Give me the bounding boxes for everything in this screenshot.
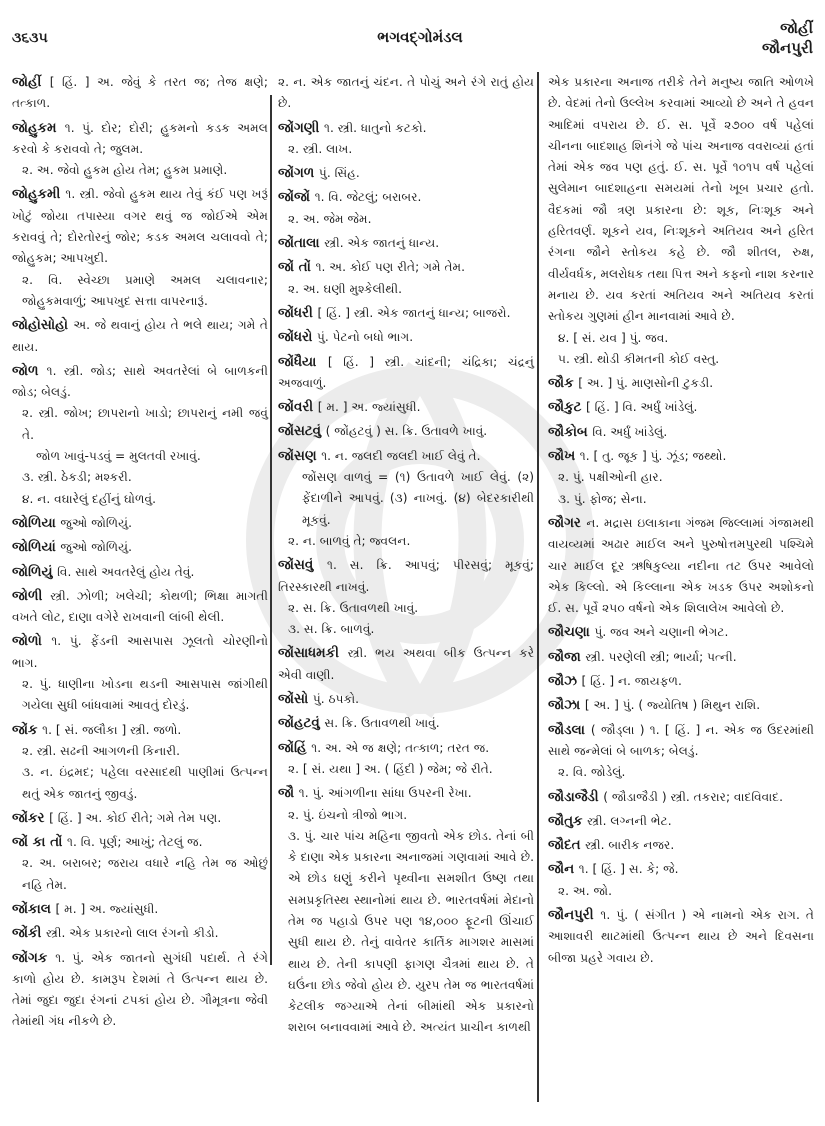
definition-text: ન. મદ્રાસ ઇલાકાના ગંજમ જિલ્લામાં ગંજામથી વાયવ્યમાં અઢાર માઈલ અને પુરુષોત્તમપુરથી પશ્ચિમે ચાર માઈલ દૂર ઋષિકુલ્યા નદીના તટ ઉપર આવેલો એક કિલ્લો. એ કિલ્લાના એક ખડક ઉપર અશોકનો ઈ. સ. પૂર્વે ૨૫૦ વર્ષનો એક શિલાલેખ આવેલો છે. — [548, 515, 815, 616]
headword: જોંતાલા — [278, 236, 325, 252]
dictionary-entry — [12, 808, 268, 829]
definition-text: ૨. સ. ક્રિ. ઉતાવળથી ખાવું. — [288, 600, 419, 615]
column-1 — [12, 72, 268, 1036]
sense-line — [278, 759, 534, 780]
headword: જોં કા તોં — [12, 835, 67, 851]
headword: જૌચણા — [548, 625, 595, 641]
definition-text: ૨. અ. બરાબર; જરાય વધારે નહિ તેમ જ ઓછું નહિ તેમ. — [22, 856, 268, 892]
definition-text: [ અ. ] પું. માણસોની ટુકડી. — [578, 376, 714, 391]
definition-line — [12, 562, 268, 583]
sense-line — [548, 881, 814, 902]
dictionary-entry — [12, 899, 268, 920]
headword: જોંકાલ — [12, 901, 56, 917]
headword: જૌકોબ — [548, 424, 593, 440]
dictionary-entry — [548, 373, 814, 394]
sense-line — [278, 805, 534, 826]
definition-text: સ્ત્રી. બારીક નજર. — [585, 838, 675, 853]
definition-line — [278, 257, 534, 278]
definition-text: ૧. સ્ત્રી. ધાતુનો કટકો. — [323, 120, 427, 135]
dictionary-entry — [12, 72, 268, 115]
headword: જોંસાધમકી — [278, 646, 348, 662]
dictionary-entry — [278, 352, 534, 395]
dictionary-entry — [548, 671, 814, 692]
definition-text: [ અ. ] પું. ( જ્યોતિષ ) મિથુન રાશિ. — [584, 698, 761, 713]
definition-text: ૨. ન. બાળવું તે; જ્વલન. — [288, 533, 411, 548]
definition-text: સ્ત્રી. એક પ્રકારનો લાલ રંગનો કીડો. — [45, 926, 219, 941]
definition-line — [548, 859, 814, 880]
headword: જોહોસોહો — [12, 318, 74, 334]
headword: જોળિયા — [12, 515, 61, 531]
definition-text: સ. ક્રિ. ઉતાવળથી ખાવું. — [324, 716, 440, 731]
dictionary-entry — [548, 859, 814, 902]
definition-text: સ્ત્રી. પરણેલી સ્ત્રી; ભાર્યા; પત્ની. — [585, 649, 737, 664]
sense-line — [278, 531, 534, 552]
definition-line — [278, 446, 534, 467]
headword: જોળી — [12, 588, 51, 604]
definition-text: ૨. ન. એક જાતનું ચંદન. તે પોચું અને રંગે રાતું હોય છે. — [278, 75, 534, 111]
definition-line — [12, 361, 268, 404]
headword: જોંગળ — [278, 166, 319, 182]
definition-line — [278, 421, 534, 442]
definition-text: ૨. સ્ત્રી. સઢની આગળની કિનારી. — [22, 743, 180, 758]
definition-line — [278, 713, 534, 734]
dictionary-entry — [278, 421, 534, 442]
dictionary-entry — [12, 315, 268, 358]
definition-text: ૨. અ. જેવો હુકમ હોય તેમ; હુકમ પ્રમાણે. — [22, 163, 228, 178]
definition-text: ૨. પું. ધાણીના ખોડના થડની આસપાસ જાંગીથી ગયેલા સુધી બાંધવામાં આવતું દોરડું. — [22, 677, 268, 713]
headword: જૌકુટ — [548, 400, 587, 416]
definition-line — [548, 422, 814, 443]
definition-text: વિ. અર્ધું ખાંડેલું. — [592, 424, 668, 439]
dictionary-entry — [12, 184, 268, 312]
definition-text: ૨. વિ. જોડેલું. — [558, 765, 626, 780]
headword: જોંધરો — [278, 330, 317, 346]
dictionary-entry — [548, 787, 814, 808]
sense-line — [548, 467, 814, 488]
definition-text: ૩. પું. ચાર પાંચ મહિના જીવતો એક છોડ. તેનાં બી કે દાણા એક પ્રકારના અનાજમાં ગણવામાં આવે છે. એ છોડ ઘણું કરીને પૃથ્વીના સમશીત ઉષ્ણ તથા સમપ્રકૃતિસ્થ સ્થાનોમાં થાય છે. ભારતવર્ષમાં મેદાનો તેમ જ પહાડો ઉપર પણ ૧૪,૦૦૦ ફૂટની ઊંચાઈ સુધી થાય છે. તેનું વાવેતર કાર્તિક માગશર માસમાં થાય છે. તેની કાપણી ફાગણ ચૈત્રમાં થાય છે. તે ઘઉંના છોડ જેવો હોય છે. યુરપ તેમ જ ભારતવર્ષમાં કેટલીક જગ્યાએ તેનાં બીમાંથી એક પ્રકારનો શરાબ બનાવવામાં આવે છે. અત્યંત પ્રાચીન કાળથી — [288, 828, 534, 1035]
definition-line — [278, 72, 534, 115]
headword: જૌતુક — [548, 813, 588, 829]
dictionary-columns — [0, 72, 825, 1102]
headword: જોં તોં — [278, 260, 316, 276]
definition-text: ૧. પું. એક જાતનો સુગંધી પદાર્થ. તે રંગે કાળો હોય છે. કામરૂપ દેશમાં તે ઉત્પન્ન થાય છે. તેમાં જુદા જુદા રંગનાં ટપકાં હોય છે. ગૌમૂત્રના જેવી તેમાંથી ગંધ નીકળે છે. — [12, 950, 268, 1029]
definition-text: અ. જે થવાનું હોય તે ભલે થાય; ગમે તે થાય. — [12, 318, 268, 354]
dictionary-entry — [278, 555, 534, 640]
definition-line — [548, 513, 814, 619]
headword: જૌ — [278, 786, 299, 802]
headword: જોંસટવું — [278, 424, 326, 440]
definition-text: [ હિં. ] વિ. અર્ધું ખાંડેલું. — [586, 400, 698, 415]
dictionary-entry — [278, 713, 534, 734]
headword: જોંજોં — [278, 190, 315, 206]
definition-line — [548, 72, 814, 328]
definition-text: જોળ ખાવું-પડવું = મુલતવી રખાવું. — [36, 449, 201, 464]
definition-text: પું. જવ અને ચણાની ભેગટ. — [594, 625, 729, 640]
headword: જૌગર — [548, 515, 587, 531]
sense-line — [12, 403, 268, 446]
definition-line — [278, 643, 534, 686]
definition-line — [278, 118, 534, 139]
definition-line — [548, 622, 814, 643]
column-3 — [548, 72, 814, 972]
dictionary-entry — [548, 72, 814, 370]
headword: જોંહિં — [278, 740, 312, 756]
sense-line — [548, 328, 814, 349]
definition-line — [12, 832, 268, 853]
dictionary-entry — [12, 832, 268, 896]
definition-text: ૧. [ સં. જલૌકા ] સ્ત્રી. જળો. — [42, 722, 182, 737]
sense-line — [12, 741, 268, 762]
definition-text: ૩. પું. ફોજ; સેના. — [558, 491, 647, 506]
sense-line — [278, 209, 534, 230]
definition-text: એક પ્રકારના અનાજ તરીકે તેને મનુષ્ય જાતિ ઓળખે છે. વેદમાં તેનો ઉલ્લેખ કરવામાં આવ્યો છે અને તે હવન આદિમાં વપરાય છે. ઈ. સ. પૂર્વે ૨૭૦૦ વર્ષ પહેલાં ચીનના બાદશાહ શિનંગે જે પાંચ અનાજ વવરાવ્યાં હતાં તેમાં એક જવ પણ હતું. ઈ. સ. પૂર્વે ૧૦૧૫ વર્ષ પહેલાં સુલેમાન બાદશાહના સમયમાં તેનો ખૂબ પ્રચાર હતો. વૈદકમાં જૌ ત્રણ પ્રકારના છે: શૂક, નિઃશૂક અને હરિતવર્ણ. શૂકને યવ, નિઃશૂકને અતિયવ અને હરિત રંગના જૌને સ્તોકય કહે છે. જૌ શીતલ, રુક્ષ, વીર્યવર્ધક, મલરોધક તથા પિત્ત અને કફનો નાશ કરનાર મનાય છે. યવ કરતાં અતિયવ અને અતિયવ કરતાં સ્તોકય ગુણમાં હીન માનવામાં આવે છે. — [548, 75, 814, 324]
headword: જોહુકમી — [12, 187, 66, 203]
definition-text: ૩. સ્ત્રી. ઠેકડી; મશ્કરી. — [22, 470, 132, 485]
headword: જોંસણ — [278, 448, 322, 464]
definition-line — [548, 446, 814, 467]
definition-line — [12, 948, 268, 1033]
headword: જૌન — [548, 862, 579, 878]
definition-text: ૪. [ સં. યવ ] પું. જવ. — [558, 330, 669, 345]
dictionary-entry — [548, 811, 814, 832]
dictionary-entry — [278, 643, 534, 686]
dictionary-entry — [278, 738, 534, 781]
dictionary-entry — [278, 783, 534, 1039]
definition-line — [12, 631, 268, 674]
definition-line — [278, 163, 534, 184]
definition-text: જોંસણ વાળવું = (૧) ઉતાવળે ખાઈ લેવું. (૨) ફેંદાળીને આપવું. (૩) નાખવું. (૪) બેદરકારીથી મૂકવું. — [302, 470, 534, 527]
sense-line — [278, 139, 534, 160]
definition-text: પું. સિંહ. — [318, 166, 360, 181]
definition-line — [278, 397, 534, 418]
dictionary-entry — [548, 720, 814, 784]
headword: જોંસવું — [278, 558, 327, 574]
definition-text: ૨. [ સં. યથા ] અ. ( હિંદી ) જેમ; જે રીતે. — [288, 761, 493, 776]
headword: જોંવરી — [278, 400, 318, 416]
dictionary-entry — [12, 562, 268, 583]
dictionary-entry — [548, 695, 814, 716]
dictionary-entry — [278, 118, 534, 161]
definition-text: ૨. અ. જેમ જેમ. — [288, 211, 372, 226]
dictionary-entry — [548, 835, 814, 856]
definition-text: જુઓ જોળિયું. — [60, 515, 133, 530]
dictionary-entry — [548, 647, 814, 668]
column-2 — [278, 72, 534, 1042]
headword: જૌડલા — [548, 722, 591, 738]
sense-line — [12, 489, 268, 510]
definition-line — [12, 315, 268, 358]
headword: જોંક — [12, 722, 43, 738]
definition-line — [548, 397, 814, 418]
headword: જૌનપુરી — [548, 907, 601, 923]
sense-line — [278, 598, 534, 619]
definition-text: ૫. સ્ત્રી. થોડી કીમતની કોઈ વસ્તુ. — [558, 351, 720, 366]
dictionary-entry — [548, 905, 814, 969]
definition-text: ( જૌડ્લા ) ૧. [ હિં. ] ન. એક જ ઉદરમાંથી સાથે જન્મેલાં બે બાળક; બેલડું. — [548, 722, 814, 758]
dictionary-entry — [548, 622, 814, 643]
dictionary-entry — [548, 397, 814, 418]
definition-text: [ હિં. ] સ્ત્રી. એક જાતનું ધાન્ય; બાજરો. — [317, 305, 511, 320]
dictionary-entry — [278, 233, 534, 254]
definition-text: ( જોંહટવું ) સ. ક્રિ. ઉતાવળે ખાવું. — [325, 424, 488, 439]
dictionary-entry — [12, 537, 268, 558]
guide-word-top: જોહીં — [780, 19, 813, 37]
dictionary-entry — [278, 257, 534, 300]
headword: જોહીં — [12, 75, 50, 90]
definition-line — [548, 811, 814, 832]
headword: જોહુકમ — [12, 120, 65, 136]
dictionary-entry — [12, 631, 268, 716]
sense-line — [548, 762, 814, 783]
headword: જૌદત — [548, 838, 586, 854]
dictionary-entry — [278, 397, 534, 418]
definition-line — [12, 899, 268, 920]
definition-text: ૨. વિ. સ્વેચ્છા પ્રમાણે અમલ ચલાવનાર; જોહુકમવાળું; આપખુદ સત્તા વાપરનારૂં. — [22, 272, 268, 308]
definition-text: ૧. અ. કોઈ પણ રીતે; ગમે તેમ. — [315, 260, 466, 275]
definition-line — [548, 720, 814, 763]
definition-text: ૧. સ. ક્રિ. આપવું; પીરસવું; મૂકવું; તિરસ્કારથી નાખવું. — [278, 558, 534, 594]
definition-line — [548, 373, 814, 394]
definition-text: [ હિં. ] ન. જાયફળ. — [581, 674, 682, 689]
definition-text: ૧. પું. ફેંડની આસપાસ ઝૂલતો ચોરણીનો ભાગ. — [12, 634, 268, 670]
definition-text: ૧. સ્ત્રી. જેવો હુકમ થાય તેવું કંઈ પણ ખરૂં ખોટું જોયા તપાસ્યા વગર થવું જ જોઈએ એમ કરાવવું તે; દોરતોરનું જોર; કડક અમલ ચલાવવો તે; જોહુકમ; આપખુદી. — [12, 187, 268, 266]
definition-text: ૨. પું. ઇંચનો ત્રીજો ભાગ. — [288, 807, 408, 822]
definition-text: ૧. સ્ત્રી. જોડ; સાથે અવતરેલાં બે બાળકની જોડ; બેલડું. — [12, 363, 268, 400]
definition-line — [12, 537, 268, 558]
definition-text: ૧. પું. દોર; દોરી; હુકમનો કડક અમલ કરવો કે કરાવવો તે; જુલમ. — [12, 120, 268, 156]
sense-line — [278, 619, 534, 640]
definition-text: ૧. [ તુ. જૂક ] પું. ઝૂંડ; જથ્થો. — [579, 449, 727, 464]
definition-text: પું. ઠપકો. — [312, 692, 360, 707]
dictionary-entry — [12, 948, 268, 1033]
definition-line — [278, 689, 534, 710]
definition-line — [12, 720, 268, 741]
headword: જૌખ — [548, 449, 580, 465]
definition-line — [548, 671, 814, 692]
dictionary-entry — [278, 187, 534, 230]
book-title: ભગવદ્ગોમંડલ — [377, 28, 463, 46]
definition-text: ૨. પું. પક્ષીઓની હાર. — [558, 470, 663, 485]
headword: જોંગણી — [278, 120, 324, 136]
sense-line — [278, 279, 534, 300]
headword: જોળિયાં — [12, 540, 61, 556]
definition-line — [278, 327, 534, 348]
sense-line — [548, 489, 814, 510]
guide-words — [762, 18, 813, 58]
definition-text: ૧. [ હિં. ] સ. કે; જે. — [578, 862, 679, 877]
definition-line — [548, 835, 814, 856]
usage-example — [278, 467, 534, 531]
definition-text: ૨. સ્ત્રી. લાખ. — [288, 141, 353, 156]
headword: જોંસો — [278, 692, 313, 708]
definition-text: ૨. અ. જો. — [558, 883, 612, 898]
sense-line — [12, 853, 268, 896]
definition-line — [548, 905, 814, 969]
definition-text: ૧. અ. એ જ ક્ષણે; તત્કાળ; તરત જ. — [311, 740, 490, 755]
headword: જોળિયું — [12, 564, 58, 580]
definition-line — [12, 923, 268, 944]
definition-line — [548, 647, 814, 668]
sense-line — [12, 762, 268, 805]
definition-text: ૩. સ. ક્રિ. બાળવું. — [288, 622, 375, 637]
definition-text: [ મ. ] અ. જ્યાંસુધી. — [55, 901, 159, 916]
definition-text: વિ. સાથે અવતરેલું હોય તેવું. — [57, 564, 195, 579]
definition-line — [278, 783, 534, 804]
definition-text: [ મ. ] અ. જ્યાંસુધી. — [317, 400, 421, 415]
dictionary-entry — [12, 513, 268, 534]
headword: જૌઝા — [548, 698, 585, 714]
definition-text: ૧. વિ. જેટલું; બરાબર. — [314, 190, 422, 205]
definition-line — [548, 787, 814, 808]
headword: જોળ — [12, 363, 47, 379]
headword: જોંધૈયા — [278, 354, 328, 370]
definition-text: સ્ત્રી. ઝોળી; ખલેચી; કોથળી; ભિક્ષા માગતી વખતે લોટ, દાણા વગેરે રાખવાની લાંબી થેલી. — [12, 588, 268, 625]
page-number: ૩૬૩૫ — [12, 30, 48, 46]
headword: જૌઝ — [548, 674, 582, 690]
dictionary-entry — [278, 327, 534, 348]
sense-line — [12, 270, 268, 313]
definition-text: સ્ત્રી. લગ્નની ભેટ. — [587, 813, 672, 828]
definition-text: ( જૌડાજૈડી ) સ્ત્રી. તકરાર; વાદવિવાદ. — [603, 789, 783, 804]
definition-line — [548, 695, 814, 716]
headword: જોળો — [12, 634, 52, 650]
definition-text: સ્ત્રી. એક જાતનું ધાન્ય. — [324, 236, 440, 251]
dictionary-entry — [12, 720, 268, 805]
sense-line — [12, 160, 268, 181]
definition-line — [12, 184, 268, 269]
definition-line — [278, 187, 534, 208]
definition-line — [12, 513, 268, 534]
sense-line — [548, 349, 814, 370]
sense-line — [12, 674, 268, 717]
headword: જોંગક — [12, 950, 56, 966]
definition-line — [278, 738, 534, 759]
headword: જૌક — [548, 376, 579, 392]
dictionary-entry — [12, 361, 268, 510]
headword: જોંધરી — [278, 305, 318, 321]
definition-text: [ હિં. ] અ. કોઈ રીતે; ગમે તેમ પણ. — [49, 810, 222, 825]
definition-line — [278, 555, 534, 598]
dictionary-entry — [12, 586, 268, 629]
dictionary-entry — [12, 118, 268, 182]
headword: જોંકી — [12, 926, 46, 942]
guide-word-bottom: જૌનપુરી — [761, 39, 813, 57]
definition-text: [ હિં. ] સ્ત્રી. ચાંદની; ચંદ્રિકા; ચંદ્રનું અજવાળું. — [278, 354, 534, 390]
usage-example — [12, 446, 268, 467]
dictionary-entry — [278, 72, 534, 115]
dictionary-entry — [278, 303, 534, 324]
definition-text: ૧. વિ. પૂર્ણ; આખું; તેટલું જ. — [66, 835, 203, 850]
sense-line — [12, 467, 268, 488]
definition-text: ૨. સ્ત્રી. જોખ; છાપરાનો ખાડો; છાપરાનું નમી જવું તે. — [22, 406, 268, 442]
dictionary-entry — [278, 163, 534, 184]
definition-text: ૪. ન. વઘારેલું દહીંનું ઘોળવું. — [22, 491, 156, 506]
definition-line — [12, 808, 268, 829]
definition-text: સ્ત્રી. ભય અથવા બીક ઉત્પન્ન કરે એવી વાણી. — [278, 646, 535, 682]
definition-text: [ હિં. ] અ. જેવું કે તરત જ; તેજ ક્ષણે; તત્કાળ. — [12, 75, 268, 111]
definition-text: ૧. પું. ( સંગીત ) એ નામનો એક રાગ. તે આશાવરી થાટમાંથી ઉત્પન્ન થાય છે અને દિવસના બીજા પ્રહરે ગવાય છે. — [548, 907, 814, 965]
dictionary-entry — [548, 422, 814, 443]
dictionary-entry — [12, 923, 268, 944]
dictionary-entry — [548, 446, 814, 510]
definition-line — [12, 586, 268, 629]
dictionary-entry — [278, 446, 534, 552]
definition-text: ૧. ન. જલદી જલદી ખાઈ લેવું તે. — [321, 448, 481, 463]
dictionary-entry — [278, 689, 534, 710]
dictionary-entry — [548, 513, 814, 619]
definition-line — [278, 352, 534, 395]
sense-line — [278, 826, 534, 1039]
definition-text: પું. પેટનો બધો ભાગ. — [316, 330, 414, 345]
definition-text: ૧. પું. આંગળીના સાંધા ઉપરની રેખા. — [298, 786, 472, 801]
headword: જૌજા — [548, 649, 586, 665]
definition-text: જુઓ જોળિયું. — [60, 540, 133, 555]
definition-line — [278, 233, 534, 254]
headword: જૌડાજૈડી — [548, 789, 604, 805]
definition-line — [12, 118, 268, 161]
page-header — [0, 0, 825, 60]
definition-line — [278, 303, 534, 324]
definition-text: ૨. અ. ઘણી મુશ્કેલીથી. — [288, 281, 403, 296]
definition-text: ૩. ન. ઇંદ્રમદ; પહેલા વરસાદથી પાણીમાં ઉત્પન્ન થતું એક જાતનું જીવડું. — [22, 765, 268, 801]
definition-line — [12, 72, 268, 115]
headword: જોંકર — [12, 810, 50, 826]
headword: જોંહટવું — [278, 716, 325, 732]
